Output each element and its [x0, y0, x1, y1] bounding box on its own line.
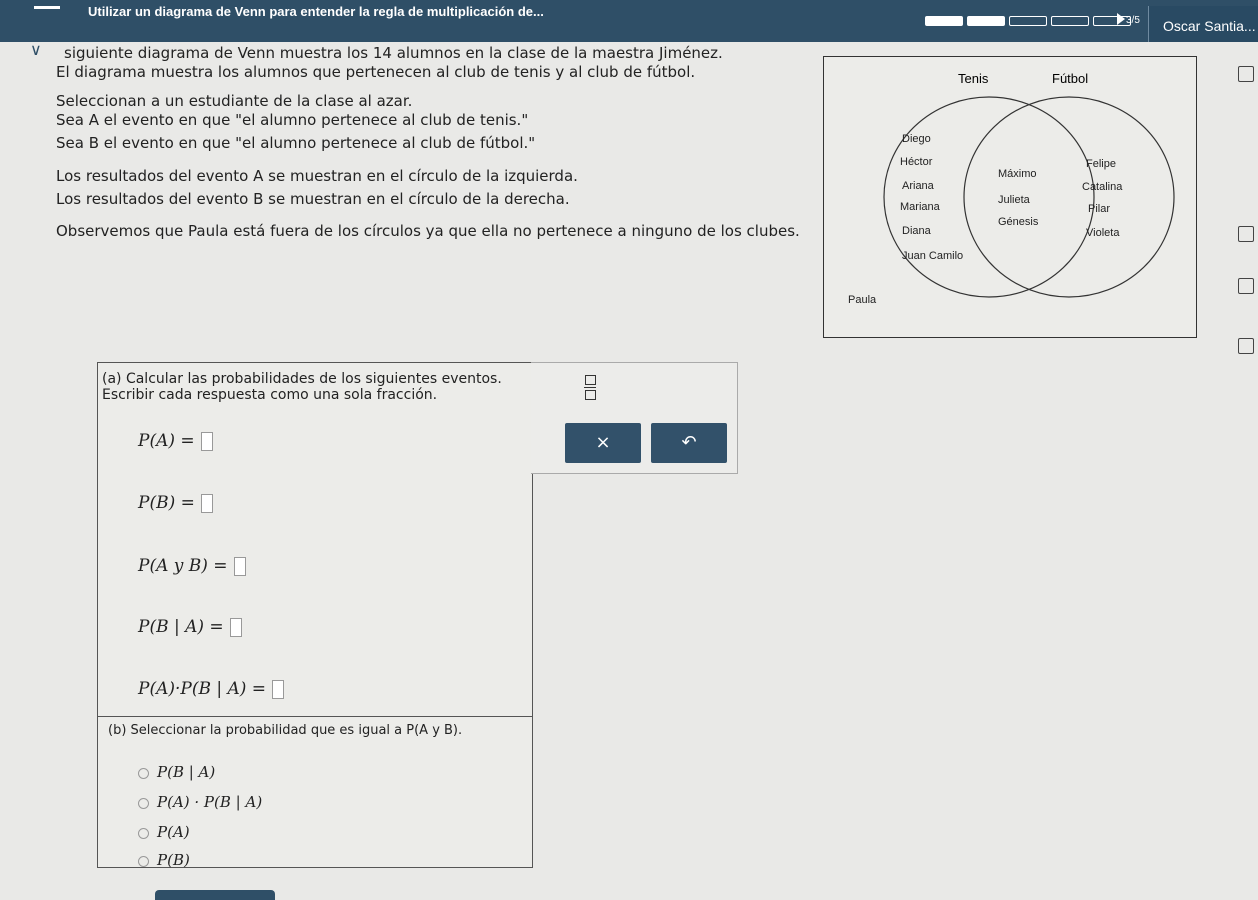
radio-button[interactable] — [138, 798, 149, 809]
intro-line: Sea B el evento en que "el alumno pertenece al club de fútbol." — [56, 134, 536, 152]
venn-name: Diana — [902, 225, 931, 237]
option-product[interactable] — [138, 793, 262, 811]
expression-label: P(B | A) = — [138, 617, 224, 637]
venn-name: Máximo — [998, 168, 1037, 180]
part-b-title: (b) Seleccionar la probabilidad que es igual a P(A y B). — [108, 723, 463, 738]
menu-icon[interactable] — [34, 6, 60, 20]
expression-label: P(A y B) = — [138, 556, 228, 576]
expression-p-a-and-b — [138, 556, 246, 576]
option-b-given-a[interactable] — [138, 763, 215, 781]
answer-input-product[interactable] — [272, 680, 284, 699]
radio-button[interactable] — [138, 768, 149, 779]
expression-product — [138, 679, 284, 699]
side-tool-icon[interactable] — [1238, 278, 1254, 294]
expression-label: P(B) = — [138, 493, 195, 513]
radio-button[interactable] — [138, 828, 149, 839]
expression-p-b — [138, 493, 213, 513]
answer-input-p-b-given-a[interactable] — [230, 618, 242, 637]
option-p-a[interactable] — [138, 823, 190, 841]
clear-button[interactable]: × — [565, 423, 641, 463]
bottom-action-bar[interactable] — [155, 890, 275, 900]
answer-input-p-b[interactable] — [201, 494, 213, 513]
side-tool-icon[interactable] — [1238, 66, 1254, 82]
part-a-title-line: (a) Calcular las probabilidades de los siguientes eventos. — [102, 371, 502, 387]
radio-button[interactable] — [138, 856, 149, 867]
fraction-icon[interactable] — [583, 375, 597, 401]
option-p-b[interactable] — [138, 851, 190, 869]
chevron-down-icon[interactable]: ∨ — [30, 40, 42, 59]
part-a-title-line: Escribir cada respuesta como una sola fracción. — [102, 387, 438, 403]
progress-segment — [1009, 16, 1047, 26]
expression-p-a — [138, 431, 213, 451]
progress-text: 3/5 — [1126, 15, 1140, 26]
venn-name: Julieta — [998, 194, 1030, 206]
option-label: P(B | A) — [157, 763, 216, 781]
venn-name: Violeta — [1086, 227, 1120, 239]
problem-statement — [56, 44, 826, 241]
tennis-circle — [884, 97, 1094, 297]
part-a-card — [97, 362, 533, 719]
side-tool-icon[interactable] — [1238, 226, 1254, 242]
option-label: P(B) — [157, 851, 190, 869]
venn-name: Ariana — [902, 180, 934, 192]
progress-segment — [1051, 16, 1089, 26]
answer-toolbox — [531, 362, 738, 474]
side-tool-icon[interactable] — [1238, 338, 1254, 354]
expression-p-b-given-a — [138, 617, 242, 637]
venn-label-right: Fútbol — [1052, 71, 1089, 86]
page-title: Utilizar un diagrama de Venn para entender la regla de multiplicación de... — [88, 4, 544, 19]
venn-label-left: Tenis — [958, 71, 989, 86]
option-label: P(A) — [157, 823, 190, 841]
undo-button[interactable]: ↶ — [651, 423, 727, 463]
intro-line: Seleccionan a un estudiante de la clase al azar. — [56, 92, 413, 110]
top-bar — [0, 0, 1258, 42]
progress-bar — [925, 16, 1131, 26]
intro-line: Los resultados del evento B se muestran en el círculo de la derecha. — [56, 190, 570, 208]
answer-input-p-a[interactable] — [201, 432, 213, 451]
expression-label: P(A)·P(B | A) = — [138, 679, 267, 699]
option-label: P(A) · P(B | A) — [157, 793, 263, 811]
venn-name: Felipe — [1086, 158, 1116, 170]
venn-name: Juan Camilo — [902, 250, 964, 262]
progress-segment — [925, 16, 963, 26]
venn-name: Héctor — [900, 156, 933, 168]
venn-name: Paula — [848, 294, 877, 306]
venn-diagram — [823, 56, 1197, 338]
expression-label: P(A) = — [138, 431, 195, 451]
intro-line: Los resultados del evento A se muestran en el círculo de la izquierda. — [56, 167, 578, 185]
intro-line: siguiente diagrama de Venn muestra los 14 alumnos en la clase de la maestra Jiménez. — [64, 44, 723, 62]
user-menu-button[interactable] — [1148, 6, 1258, 42]
venn-name: Diego — [902, 133, 931, 145]
venn-name: Catalina — [1082, 181, 1123, 193]
part-b-card — [97, 716, 533, 868]
venn-svg — [824, 57, 1196, 337]
part-a-title — [102, 371, 502, 403]
intro-line: Sea A el evento en que "el alumno pertenece al club de tenis." — [56, 111, 529, 129]
user-name: Oscar Santia... — [1163, 18, 1256, 34]
venn-name: Pilar — [1088, 203, 1111, 215]
progress-segment — [967, 16, 1005, 26]
answer-input-p-a-and-b[interactable] — [234, 557, 246, 576]
intro-line: El diagrama muestra los alumnos que pertenecen al club de tenis y al club de fútbol. — [56, 63, 696, 81]
venn-name: Génesis — [998, 216, 1039, 228]
progress-arrow-icon — [1117, 13, 1125, 25]
intro-line: Observemos que Paula está fuera de los círculos ya que ella no pertenece a ninguno de los clubes. — [56, 222, 800, 240]
football-circle — [964, 97, 1174, 297]
venn-name: Mariana — [900, 201, 940, 213]
